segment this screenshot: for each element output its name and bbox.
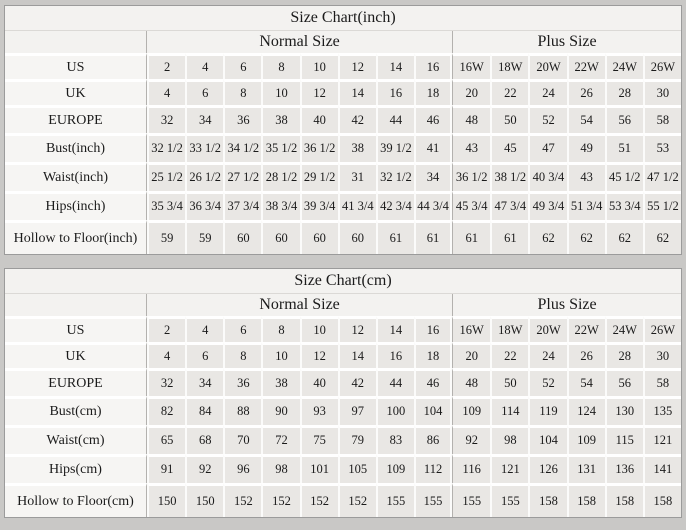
size-cell: 62: [567, 220, 605, 254]
size-cell: 155: [452, 483, 490, 517]
size-cell: 38: [338, 133, 376, 162]
table-row: [5, 368, 681, 396]
size-cell: 55 1/2: [643, 191, 681, 220]
size-cell: 39 3/4: [300, 191, 338, 220]
size-cell: 97: [338, 396, 376, 425]
row-label: Bust(inch): [5, 133, 147, 162]
size-cell: 47 3/4: [490, 191, 528, 220]
size-cell: 75: [300, 425, 338, 454]
size-cell: 82: [147, 396, 185, 425]
table-row: [5, 53, 681, 79]
normal-size-header: Normal Size: [147, 294, 452, 316]
size-cell: 45 1/2: [605, 162, 643, 191]
size-cell: 14: [338, 79, 376, 105]
size-chart-card: [4, 268, 682, 518]
size-cell: 43: [452, 133, 490, 162]
size-cell: 30: [643, 79, 681, 105]
size-cell: 24: [528, 79, 566, 105]
size-cell: 30: [643, 342, 681, 368]
size-cell: 43: [567, 162, 605, 191]
size-cell: 28: [605, 79, 643, 105]
size-cell: 47: [528, 133, 566, 162]
row-label: Waist(cm): [5, 425, 147, 454]
size-cell: 60: [223, 220, 261, 254]
size-cell: 52: [528, 368, 566, 396]
table-row: [5, 396, 681, 425]
table-row: [5, 316, 681, 342]
size-cell: 155: [490, 483, 528, 517]
size-cell: 10: [261, 342, 299, 368]
size-cell: 20: [452, 79, 490, 105]
size-cell: 6: [185, 79, 223, 105]
size-cell: 18W: [490, 316, 528, 342]
size-cell: 50: [490, 368, 528, 396]
size-cell: 135: [643, 396, 681, 425]
size-cell: 56: [605, 105, 643, 133]
row-label: Hollow to Floor(cm): [5, 483, 147, 517]
size-cell: 42: [338, 105, 376, 133]
size-cell: 96: [223, 454, 261, 483]
size-charts: [4, 5, 682, 518]
size-cell: 12: [338, 316, 376, 342]
size-cell: 10: [300, 316, 338, 342]
size-cell: 47 1/2: [643, 162, 681, 191]
size-cell: 59: [185, 220, 223, 254]
size-cell: 36 3/4: [185, 191, 223, 220]
size-cell: 41 3/4: [338, 191, 376, 220]
size-cell: 24W: [605, 316, 643, 342]
row-label: Hollow to Floor(inch): [5, 220, 147, 254]
size-cell: 31: [338, 162, 376, 191]
size-cell: 2: [147, 316, 185, 342]
size-cell: 61: [414, 220, 452, 254]
size-cell: 26: [567, 342, 605, 368]
size-cell: 32: [147, 105, 185, 133]
size-cell: 104: [414, 396, 452, 425]
row-label: EUROPE: [5, 368, 147, 396]
size-cell: 4: [185, 316, 223, 342]
size-cell: 83: [376, 425, 414, 454]
size-cell: 10: [300, 53, 338, 79]
size-cell: 16: [376, 342, 414, 368]
size-cell: 34 1/2: [223, 133, 261, 162]
chart-title: Size Chart(cm): [5, 269, 681, 294]
size-cell: 150: [147, 483, 185, 517]
size-cell: 49 3/4: [528, 191, 566, 220]
size-cell: 62: [528, 220, 566, 254]
size-cell: 6: [185, 342, 223, 368]
size-cell: 42 3/4: [376, 191, 414, 220]
size-cell: 48: [452, 368, 490, 396]
size-cell: 35 1/2: [261, 133, 299, 162]
size-cell: 158: [528, 483, 566, 517]
size-cell: 41: [414, 133, 452, 162]
size-cell: 109: [452, 396, 490, 425]
table-row: [5, 105, 681, 133]
size-cell: 18: [414, 79, 452, 105]
size-cell: 70: [223, 425, 261, 454]
size-cell: 54: [567, 368, 605, 396]
row-label: EUROPE: [5, 105, 147, 133]
size-cell: 84: [185, 396, 223, 425]
size-cell: 51: [605, 133, 643, 162]
size-cell: 20W: [528, 53, 566, 79]
table-row: [5, 191, 681, 220]
size-cell: 20W: [528, 316, 566, 342]
size-cell: 49: [567, 133, 605, 162]
size-cell: 16: [414, 53, 452, 79]
size-cell: 121: [490, 454, 528, 483]
group-header-row: [5, 31, 681, 53]
size-cell: 152: [338, 483, 376, 517]
size-cell: 58: [643, 368, 681, 396]
size-cell: 40 3/4: [528, 162, 566, 191]
size-cell: 22W: [567, 53, 605, 79]
size-cell: 136: [605, 454, 643, 483]
size-cell: 4: [185, 53, 223, 79]
size-cell: 126: [528, 454, 566, 483]
size-cell: 22W: [567, 316, 605, 342]
size-cell: 12: [338, 53, 376, 79]
size-cell: 72: [261, 425, 299, 454]
title-row: [5, 6, 681, 31]
plus-size-header: Plus Size: [452, 31, 681, 53]
size-cell: 39 1/2: [376, 133, 414, 162]
size-cell: 8: [261, 316, 299, 342]
size-cell: 14: [376, 53, 414, 79]
size-cell: 38: [261, 105, 299, 133]
size-cell: 91: [147, 454, 185, 483]
size-cell: 22: [490, 79, 528, 105]
size-cell: 44: [376, 368, 414, 396]
size-cell: 16W: [452, 53, 490, 79]
size-cell: 52: [528, 105, 566, 133]
size-cell: 104: [528, 425, 566, 454]
size-cell: 152: [261, 483, 299, 517]
size-cell: 26W: [643, 53, 681, 79]
size-cell: 28 1/2: [261, 162, 299, 191]
size-cell: 26: [567, 79, 605, 105]
size-cell: 37 3/4: [223, 191, 261, 220]
corner-cell: [5, 31, 147, 53]
size-cell: 109: [376, 454, 414, 483]
size-cell: 60: [300, 220, 338, 254]
table-body: [5, 6, 681, 254]
size-cell: 38 1/2: [490, 162, 528, 191]
size-cell: 61: [376, 220, 414, 254]
size-cell: 24: [528, 342, 566, 368]
size-cell: 68: [185, 425, 223, 454]
size-cell: 90: [261, 396, 299, 425]
size-cell: 58: [643, 105, 681, 133]
size-cell: 79: [338, 425, 376, 454]
size-cell: 38: [261, 368, 299, 396]
table-row: [5, 425, 681, 454]
size-cell: 46: [414, 368, 452, 396]
plus-size-header: Plus Size: [452, 294, 681, 316]
size-cell: 98: [261, 454, 299, 483]
table-row: [5, 79, 681, 105]
size-cell: 28: [605, 342, 643, 368]
table-row: [5, 342, 681, 368]
size-cell: 86: [414, 425, 452, 454]
size-cell: 12: [300, 342, 338, 368]
size-cell: 158: [605, 483, 643, 517]
size-cell: 8: [261, 53, 299, 79]
row-label: Bust(cm): [5, 396, 147, 425]
size-cell: 93: [300, 396, 338, 425]
table-row: [5, 162, 681, 191]
size-cell: 60: [338, 220, 376, 254]
size-cell: 34: [185, 105, 223, 133]
size-cell: 32 1/2: [147, 133, 185, 162]
row-label: US: [5, 53, 147, 79]
size-cell: 119: [528, 396, 566, 425]
size-cell: 20: [452, 342, 490, 368]
size-cell: 32: [147, 368, 185, 396]
size-cell: 4: [147, 79, 185, 105]
size-cell: 92: [185, 454, 223, 483]
size-cell: 98: [490, 425, 528, 454]
size-cell: 44: [376, 105, 414, 133]
size-cell: 14: [376, 316, 414, 342]
row-label: Hips(cm): [5, 454, 147, 483]
title-row: [5, 269, 681, 294]
size-cell: 60: [261, 220, 299, 254]
size-cell: 36 1/2: [452, 162, 490, 191]
size-cell: 10: [261, 79, 299, 105]
size-cell: 6: [223, 53, 261, 79]
size-cell: 88: [223, 396, 261, 425]
size-cell: 36: [223, 105, 261, 133]
size-cell: 92: [452, 425, 490, 454]
size-cell: 46: [414, 105, 452, 133]
size-cell: 12: [300, 79, 338, 105]
table-row: [5, 133, 681, 162]
size-cell: 141: [643, 454, 681, 483]
size-cell: 4: [147, 342, 185, 368]
size-cell: 18W: [490, 53, 528, 79]
size-cell: 152: [223, 483, 261, 517]
size-cell: 109: [567, 425, 605, 454]
size-cell: 152: [300, 483, 338, 517]
size-cell: 45 3/4: [452, 191, 490, 220]
row-label: US: [5, 316, 147, 342]
size-cell: 155: [376, 483, 414, 517]
size-cell: 105: [338, 454, 376, 483]
size-cell: 61: [490, 220, 528, 254]
size-cell: 40: [300, 368, 338, 396]
size-cell: 53: [643, 133, 681, 162]
size-cell: 2: [147, 53, 185, 79]
size-cell: 18: [414, 342, 452, 368]
size-cell: 65: [147, 425, 185, 454]
row-label: UK: [5, 79, 147, 105]
size-cell: 150: [185, 483, 223, 517]
size-chart-table: [5, 6, 681, 254]
table-row: [5, 454, 681, 483]
size-cell: 24W: [605, 53, 643, 79]
size-cell: 26 1/2: [185, 162, 223, 191]
size-cell: 130: [605, 396, 643, 425]
size-cell: 121: [643, 425, 681, 454]
size-cell: 40: [300, 105, 338, 133]
size-cell: 16W: [452, 316, 490, 342]
size-cell: 124: [567, 396, 605, 425]
size-cell: 16: [414, 316, 452, 342]
size-cell: 62: [643, 220, 681, 254]
size-cell: 155: [414, 483, 452, 517]
size-cell: 115: [605, 425, 643, 454]
size-cell: 56: [605, 368, 643, 396]
size-cell: 114: [490, 396, 528, 425]
size-cell: 62: [605, 220, 643, 254]
size-cell: 100: [376, 396, 414, 425]
size-cell: 29 1/2: [300, 162, 338, 191]
size-cell: 158: [643, 483, 681, 517]
size-cell: 61: [452, 220, 490, 254]
size-cell: 6: [223, 316, 261, 342]
size-cell: 36: [223, 368, 261, 396]
table-row: [5, 220, 681, 254]
size-cell: 59: [147, 220, 185, 254]
size-cell: 101: [300, 454, 338, 483]
group-header-row: [5, 294, 681, 316]
size-cell: 36 1/2: [300, 133, 338, 162]
size-cell: 51 3/4: [567, 191, 605, 220]
size-cell: 22: [490, 342, 528, 368]
size-cell: 112: [414, 454, 452, 483]
size-cell: 33 1/2: [185, 133, 223, 162]
size-cell: 44 3/4: [414, 191, 452, 220]
size-cell: 53 3/4: [605, 191, 643, 220]
size-chart-card: [4, 5, 682, 255]
size-cell: 27 1/2: [223, 162, 261, 191]
size-cell: 14: [338, 342, 376, 368]
size-chart-table: [5, 269, 681, 517]
size-cell: 8: [223, 79, 261, 105]
size-cell: 8: [223, 342, 261, 368]
size-cell: 42: [338, 368, 376, 396]
normal-size-header: Normal Size: [147, 31, 452, 53]
size-cell: 25 1/2: [147, 162, 185, 191]
table-body: [5, 269, 681, 517]
size-cell: 45: [490, 133, 528, 162]
size-cell: 34: [414, 162, 452, 191]
size-cell: 35 3/4: [147, 191, 185, 220]
size-cell: 54: [567, 105, 605, 133]
corner-cell: [5, 294, 147, 316]
size-cell: 26W: [643, 316, 681, 342]
size-cell: 50: [490, 105, 528, 133]
size-cell: 158: [567, 483, 605, 517]
size-cell: 34: [185, 368, 223, 396]
row-label: Hips(inch): [5, 191, 147, 220]
table-row: [5, 483, 681, 517]
size-cell: 48: [452, 105, 490, 133]
size-cell: 116: [452, 454, 490, 483]
size-cell: 32 1/2: [376, 162, 414, 191]
row-label: UK: [5, 342, 147, 368]
size-cell: 131: [567, 454, 605, 483]
size-cell: 38 3/4: [261, 191, 299, 220]
chart-title: Size Chart(inch): [5, 6, 681, 31]
row-label: Waist(inch): [5, 162, 147, 191]
size-cell: 16: [376, 79, 414, 105]
